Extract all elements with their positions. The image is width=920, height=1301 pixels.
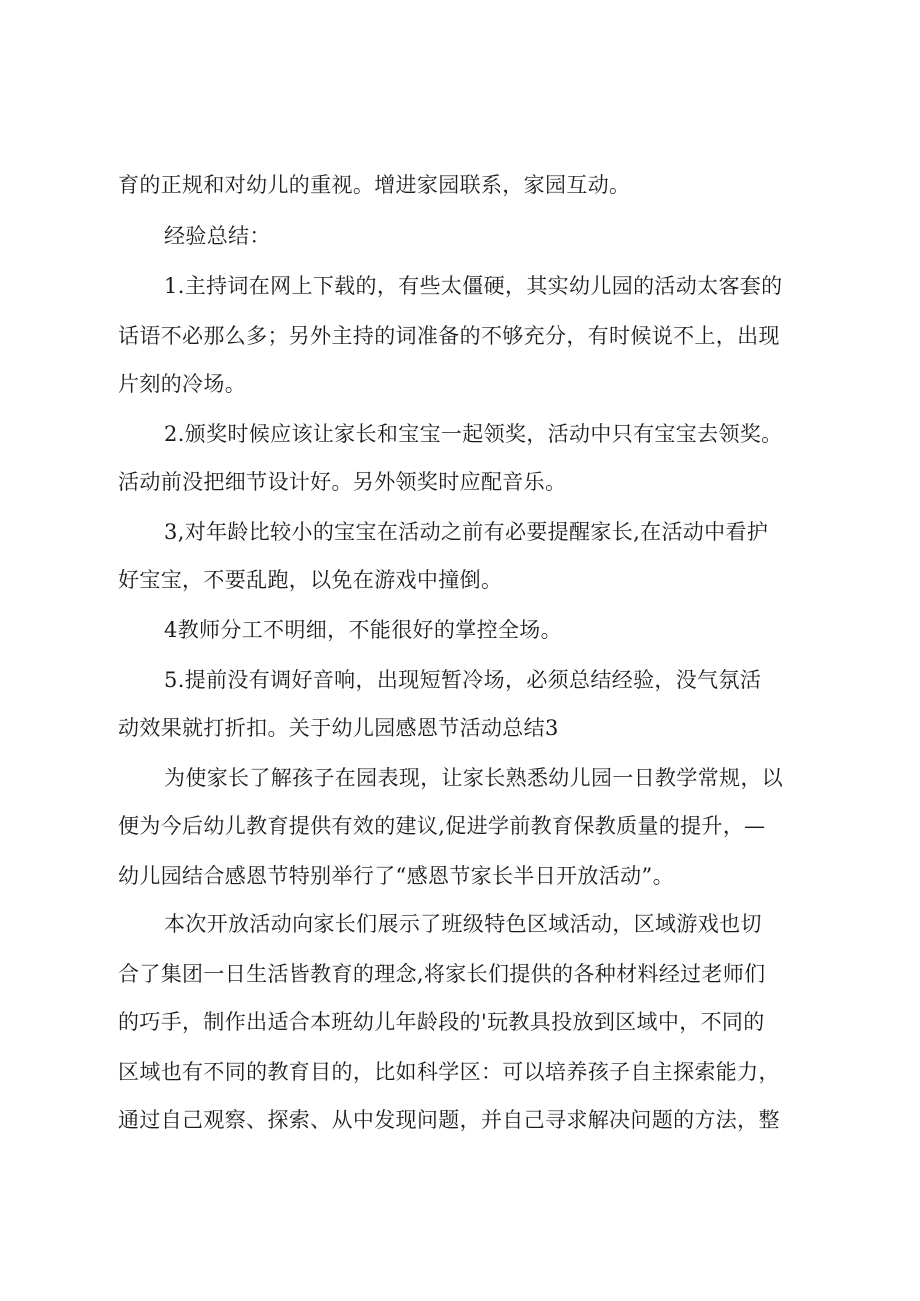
paragraph-line: 本次开放活动向家长们展示了班级特色区域活动，区域游戏也切 xyxy=(164,912,762,936)
paragraph-line: 育的正规和对幼儿的重视。增进家园联系，家园互动。 xyxy=(118,173,631,197)
paragraph-line: 好宝宝，不要乱跑，以免在游戏中撞倒。 xyxy=(118,568,503,592)
paragraph-line: 活动前没把细节设计好。另外领奖时应配音乐。 xyxy=(118,470,567,494)
section-heading: 经验总结： xyxy=(164,224,271,248)
paragraph-line: 片刻的冷场。 xyxy=(118,372,247,396)
paragraph-line: 4教师分工不明细，不能很好的掌控全场。 xyxy=(164,618,563,642)
paragraph-line: 幼儿园结合感恩节特别举行了“感恩节家长半日开放活动”。 xyxy=(118,864,674,888)
paragraph-line: 5.提前没有调好音响，出现短暂冷场，必须总结经验，没气氛活 xyxy=(164,668,762,692)
paragraph-line: 话语不必那么多；另外主持的词准备的不够充分，有时候说不上，出现 xyxy=(118,324,780,348)
paragraph-line: 合了集团一日生活皆教育的理念,将家长们提供的各种材料经过老师们 xyxy=(118,962,766,986)
paragraph-line: 便为今后幼儿教育提供有效的建议,促进学前教育保教质量的提升，— xyxy=(118,814,766,838)
paragraph-line: 动效果就打折扣。关于幼儿园感恩节活动总结3 xyxy=(118,716,559,740)
paragraph-line: 通过自己观察、探索、从中发现问题，并自己寻求解决问题的方法，整 xyxy=(118,1108,780,1132)
paragraph-line: 的巧手，制作出适合本班幼儿年龄段的'玩教具投放到区域中，不同的 xyxy=(118,1010,765,1034)
paragraph-line: 为使家长了解孩子在园表现，让家长熟悉幼儿园一日教学常规，以 xyxy=(164,766,784,790)
paragraph-line: 区域也有不同的教育目的，比如科学区：可以培养孩子自主探索能力， xyxy=(118,1060,780,1084)
paragraph-line: 2.颁奖时候应该让家长和宝宝一起领奖，活动中只有宝宝去领奖。 xyxy=(164,422,783,446)
paragraph-line: 3,对年龄比较小的宝宝在活动之前有必要提醒家长,在活动中看护 xyxy=(164,520,769,544)
paragraph-line: 1.主持词在网上下载的，有些太僵硬，其实幼儿园的活动太客套的 xyxy=(164,274,783,298)
